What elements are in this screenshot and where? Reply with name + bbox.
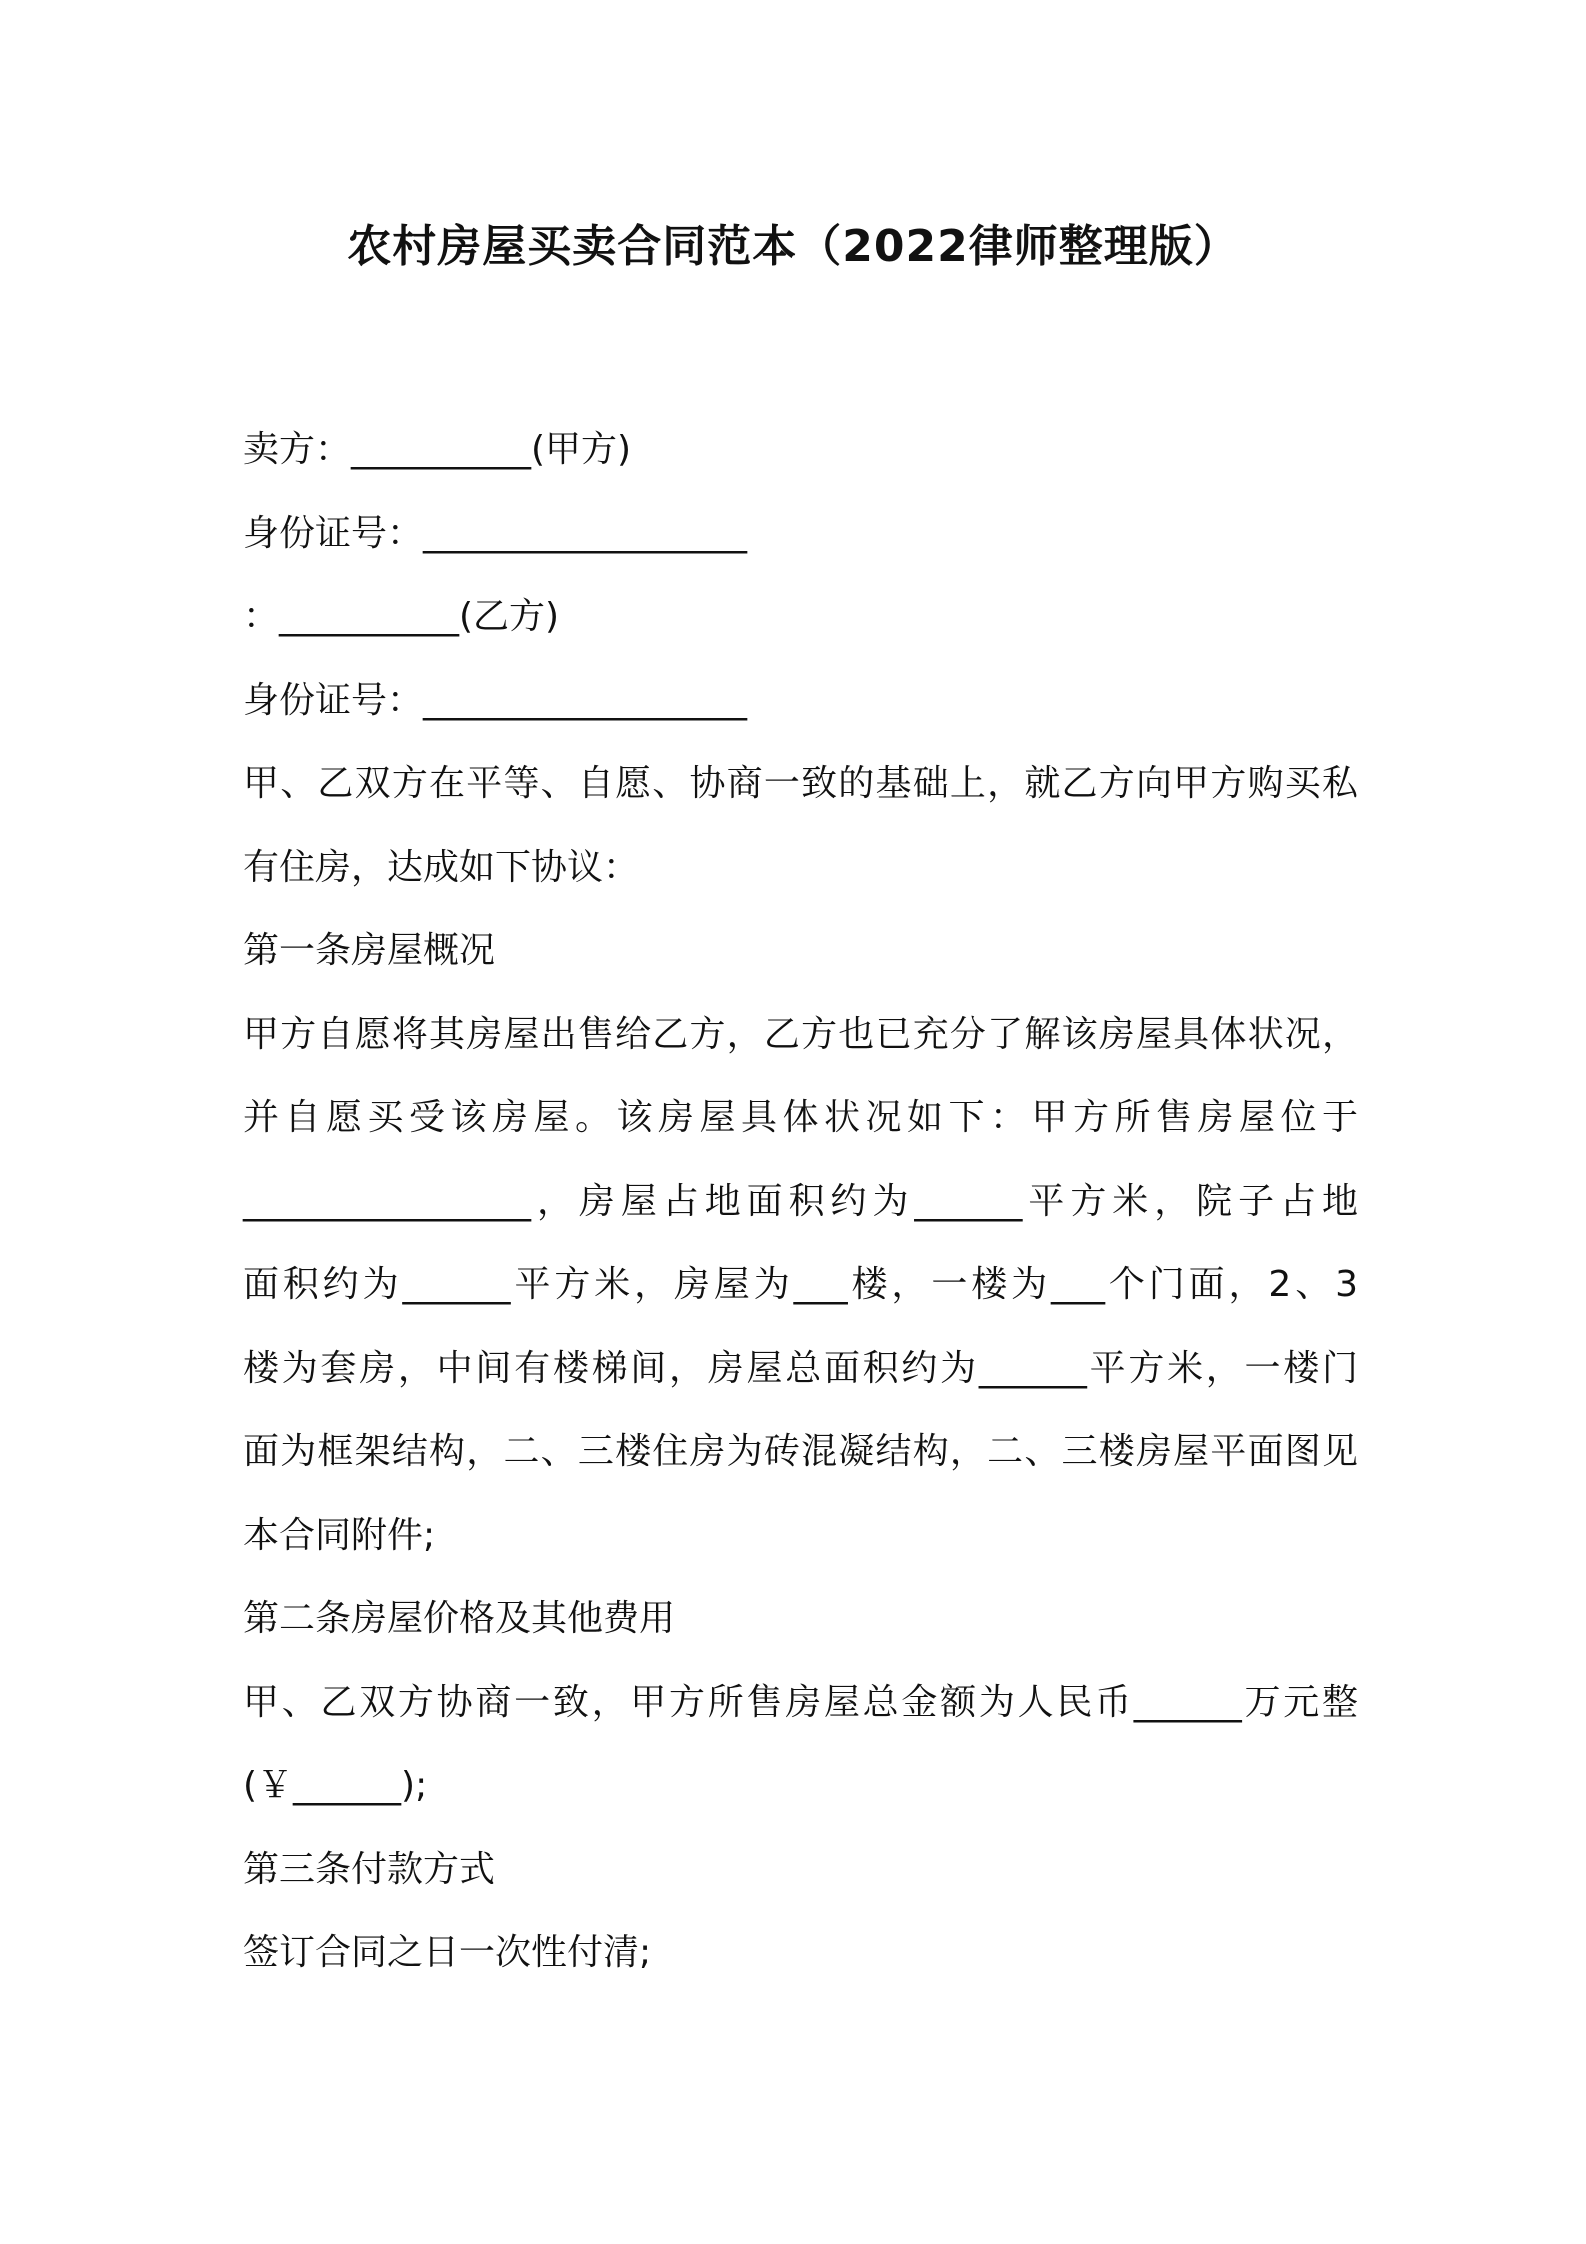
document-body [243, 408, 1358, 1995]
buyer-id-line: 身份证号：__________________ [243, 679, 748, 721]
article-1-line-6: 面为框架结构，二、三楼住房为砖混凝结构，二、三楼房屋平面图见 [243, 1431, 1358, 1472]
article-3-heading: 第三条付款方式 [243, 1848, 496, 1890]
article-1-line-3: ________________，房屋占地面积约为______平方米，院子占地 [243, 1180, 1358, 1222]
preamble-line-2: 有住房，达成如下协议： [243, 846, 640, 888]
article-1-heading: 第一条房屋概况 [243, 930, 496, 971]
article-3-line-1: 签订合同之日一次性付清; [243, 1932, 652, 1973]
article-1-line-7: 本合同附件; [243, 1514, 436, 1556]
document-title: 农村房屋买卖合同范本（2022律师整理版） [347, 221, 1239, 272]
article-2-line-2: (￥______); [243, 1765, 428, 1806]
article-1-line-5: 楼为套房，中间有楼梯间，房屋总面积约为______平方米，一楼门 [243, 1347, 1358, 1389]
article-2-line-1: 甲、乙双方协商一致，甲方所售房屋总金额为人民币______万元整 [243, 1681, 1358, 1723]
article-1-line-1: 甲方自愿将其房屋出售给乙方，乙方也已充分了解该房屋具体状况， [243, 1013, 1358, 1055]
preamble-line-1: 甲、乙双方在平等、自愿、协商一致的基础上，就乙方向甲方购买私 [243, 763, 1358, 804]
seller-line: 卖方：__________(甲方) [243, 429, 632, 470]
article-2-heading: 第二条房屋价格及其他费用 [243, 1598, 676, 1639]
article-1-line-2: 并自愿买受该房屋。该房屋具体状况如下：甲方所售房屋位于 [243, 1097, 1358, 1138]
article-1-line-4: 面积约为______平方米，房屋为___楼，一楼为___个门面，2、3 [243, 1264, 1358, 1305]
seller-id-line: 身份证号：__________________ [243, 512, 748, 554]
buyer-line: ：__________(乙方) [243, 596, 560, 637]
